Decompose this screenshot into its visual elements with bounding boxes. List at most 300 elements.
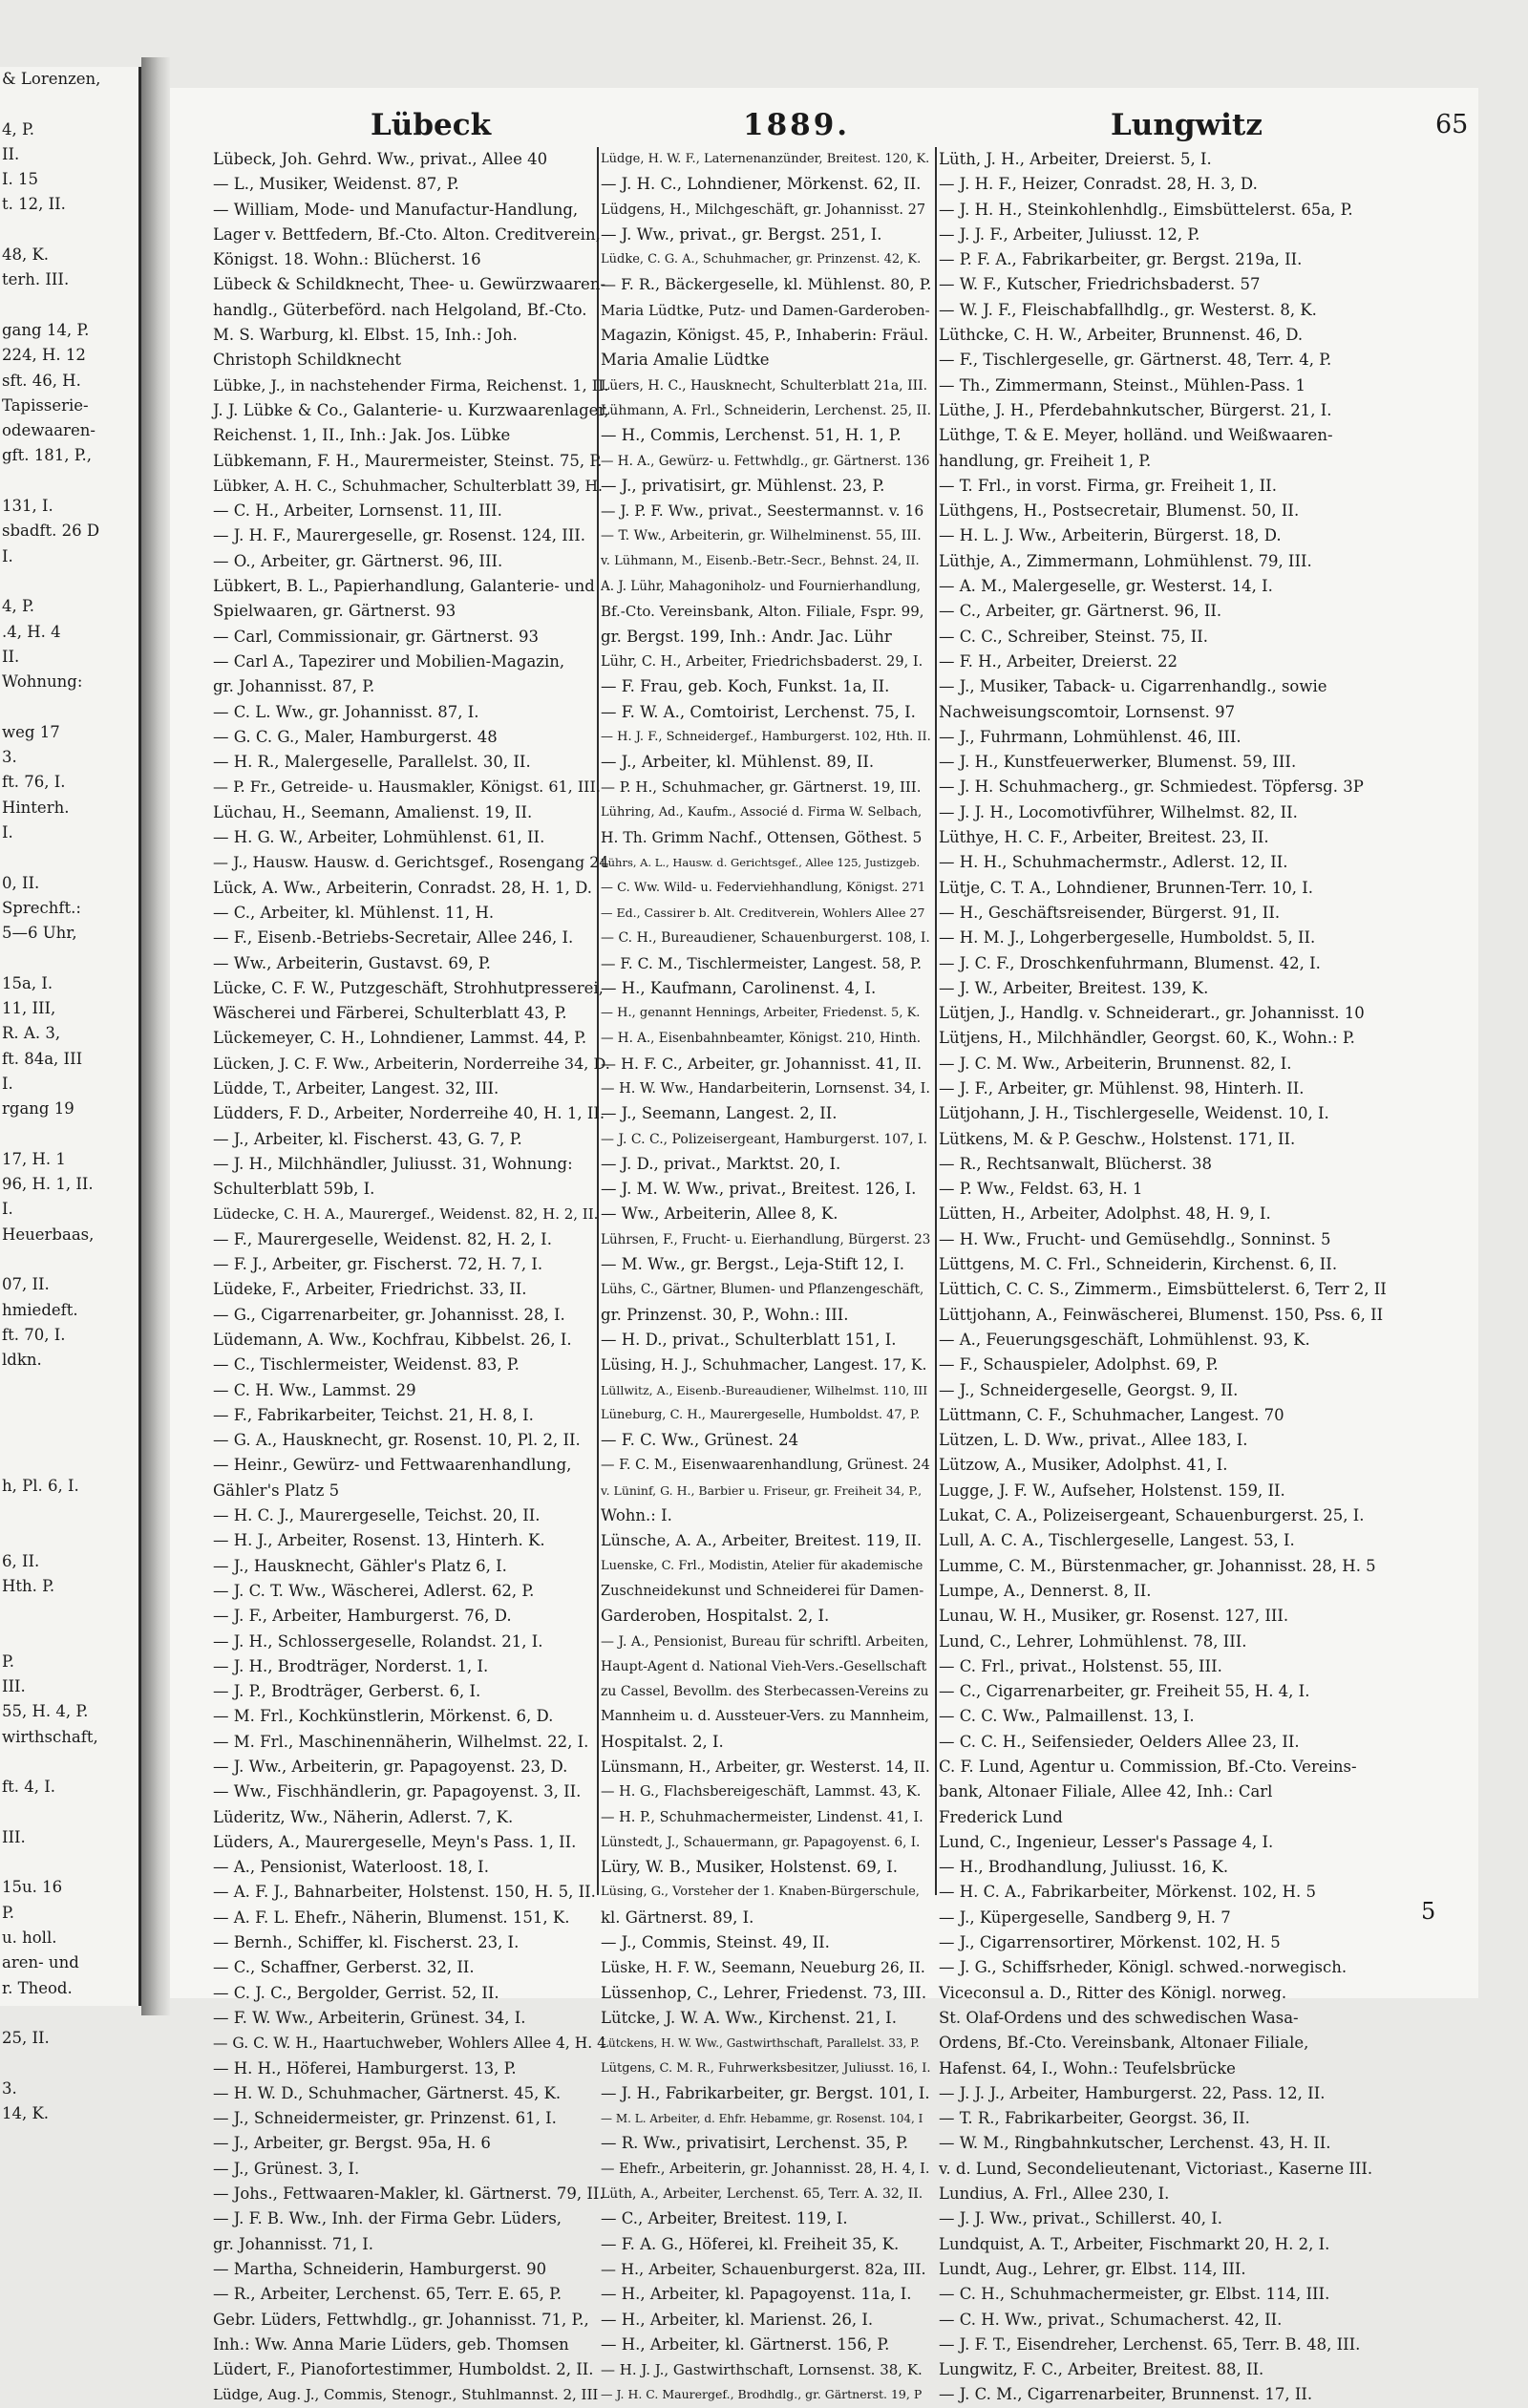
directory-entry: — Martha, Schneiderin, Hamburgerst. 90 — [213, 2259, 547, 2278]
directory-entry: Lücken, J. C. F. Ww., Arbeiterin, Norderreihe 34, D. — [213, 1054, 610, 1073]
directory-entry: Lüdert, F., Pianofortestimmer, Humboldst. 2, II. — [213, 2360, 594, 2379]
directory-entry: Lübeck & Schildknecht, Thee- u. Gewürzwaaren- — [213, 275, 606, 294]
directory-entry: — H., Commis, Lerchenst. 51, H. 1, P. — [601, 426, 902, 445]
directory-entry: Lünsche, A. A., Arbeiter, Breitest. 119, II. — [601, 1531, 923, 1550]
directory-entry: Lüdemann, A. Ww., Kochfrau, Kibbelst. 26, I. — [213, 1330, 572, 1349]
directory-entry: Lührsen, F., Frucht- u. Eierhandlung, Bürgerst. 23 — [601, 1231, 931, 1247]
previous-page-fragment: ft. 84a, III — [2, 1049, 83, 1068]
directory-entry: — J., Cigarrensortirer, Mörkenst. 102, H. 5 — [939, 1933, 1281, 1952]
directory-entry: Lüdke, C. G. A., Schuhmacher, gr. Prinzenst. 42, K. — [601, 252, 922, 267]
directory-entry: Nachweisungscomtoir, Lornsenst. 97 — [939, 702, 1236, 721]
directory-entry: — J. F., Arbeiter, gr. Mühlenst. 98, Hinterh. II. — [939, 1078, 1305, 1097]
previous-page-fragment: u. holl. — [2, 1928, 57, 1947]
directory-entry: Lüdders, F. D., Arbeiter, Norderreihe 40, H. 1, II. — [213, 1104, 605, 1123]
column-divider — [935, 147, 937, 1895]
directory-entry: Lütjens, H., Milchhändler, Georgst. 60, K., Wohn.: P. — [939, 1029, 1355, 1048]
directory-entry: — H. W. Ww., Handarbeiterin, Lornsenst. 34, I. — [601, 1080, 930, 1097]
directory-entry: M. S. Warburg, kl. Elbst. 15, Inh.: Joh. — [213, 326, 518, 345]
directory-entry: — J. H. F., Maurergeselle, gr. Rosenst. 124, III. — [213, 526, 586, 545]
directory-column-1 — [213, 147, 610, 2404]
directory-entry: — J., privatisirt, gr. Mühlenst. 23, P. — [601, 476, 885, 495]
directory-entry: — F. J., Arbeiter, gr. Fischerst. 72, H. 7, I. — [213, 1255, 543, 1274]
previous-page-fragment — [0, 293, 138, 318]
directory-entry: — F. W. A., Comtoirist, Lerchenst. 75, I. — [601, 702, 916, 721]
directory-entry: C. F. Lund, Agentur u. Commission, Bf.-Cto. Vereins- — [939, 1758, 1357, 1776]
directory-entry: — C., Arbeiter, Breitest. 119, I. — [601, 2209, 848, 2228]
directory-entry: Maria Amalie Lüdtke — [601, 351, 770, 370]
directory-entry: Lüders, A., Maurergeselle, Meyn's Pass. 1, II. — [213, 1832, 577, 1851]
directory-entry: St. Olaf-Ordens und des schwedischen Wasa- — [939, 2008, 1299, 2027]
directory-entry: Luenske, C. Frl., Modistin, Atelier für akademische — [601, 1558, 923, 1573]
directory-entry: Lüdgens, H., Milchgeschäft, gr. Johannisst. 27 — [601, 202, 926, 218]
directory-entry: Lüttich, C. C. S., Zimmerm., Eimsbüttelerst. 6, Terr 2, II — [939, 1280, 1387, 1299]
page-header — [170, 107, 1478, 145]
previous-page-fragment: .4, H. 4 — [2, 622, 61, 641]
directory-entry: — F., Eisenb.-Betriebs-Secretair, Allee 246, I. — [213, 928, 574, 948]
directory-entry: — M. Frl., Maschinennäherin, Wilhelmst. 22, I. — [213, 1732, 589, 1751]
directory-entry: — J. C. C., Polizeisergeant, Hamburgerst. 107, I. — [601, 1131, 927, 1147]
directory-entry: — H., genannt Hennings, Arbeiter, Friedenst. 5, K. — [601, 1006, 921, 1021]
directory-entry: — H. G., Flachsbereigeschäft, Lammst. 43, K. — [601, 1784, 922, 1801]
previous-page-fragment: Wohnung: — [2, 672, 83, 692]
signature-mark: 5 — [1421, 1898, 1436, 1925]
directory-entry: — J. J. Ww., privat., Schillerst. 40, I. — [939, 2209, 1222, 2228]
previous-page-fragment: ft. 4, I. — [2, 1778, 55, 1797]
directory-entry: — T. Ww., Arbeiterin, gr. Wilhelminenst. 55, III. — [601, 528, 922, 544]
directory-entry: — J. H., Milchhändler, Juliusst. 31, Wohnung: — [213, 1154, 573, 1173]
previous-page-fragment: 48, K. — [2, 245, 50, 265]
directory-entry: — R. Ww., privatisirt, Lerchenst. 35, P. — [601, 2134, 909, 2153]
directory-entry: — C. H., Schuhmachermeister, gr. Elbst. 114, III. — [939, 2285, 1330, 2304]
directory-entry: — J. H., Fabrikarbeiter, gr. Bergst. 101, I. — [601, 2083, 930, 2102]
directory-entry: — C. H. Ww., Lammst. 29 — [213, 1380, 416, 1399]
directory-entry: — Th., Zimmermann, Steinst., Mühlen-Pass. 1 — [939, 375, 1305, 394]
directory-entry: Lützen, L. D. Ww., privat., Allee 183, I. — [939, 1431, 1248, 1450]
previous-page-fragment: h, Pl. 6, I. — [2, 1476, 79, 1495]
previous-page-fragment: weg 17 — [2, 722, 60, 741]
directory-entry: — W. F., Kutscher, Friedrichsbaderst. 57 — [939, 275, 1261, 294]
directory-entry: Lühs, C., Gärtner, Blumen- und Pflanzengeschäft, — [601, 1282, 924, 1298]
directory-entry: Lünstedt, J., Schauermann, gr. Papagoyenst. 6, I. — [601, 1834, 921, 1850]
previous-page-fragment: 15a, I. — [2, 973, 53, 992]
previous-page-fragment — [0, 1423, 138, 1448]
directory-entry: — H. A., Eisenbahnbeamter, Königst. 210, Hinth. — [601, 1031, 922, 1047]
directory-entry: — J., Fuhrmann, Lohmühlenst. 46, III. — [939, 727, 1242, 746]
directory-entry: — P. H., Schuhmacher, gr. Gärtnerst. 19, III. — [601, 778, 922, 797]
directory-entry: Lütten, H., Arbeiter, Adolphst. 48, H. 9, I. — [939, 1204, 1271, 1224]
header-first-entry: Lübeck — [371, 108, 492, 142]
previous-page-fragment: 5—6 Uhr, — [2, 924, 77, 943]
directory-entry: — J., Hausw. Hausw. d. Gerichtsgef., Rosengang 24 — [213, 853, 609, 872]
directory-entry: — Carl A., Tapezirer und Mobilien-Magazin, — [213, 651, 565, 671]
directory-entry: Lütkens, M. & P. Geschw., Holstenst. 171, II. — [939, 1129, 1296, 1148]
directory-entry: Lücke, C. F. W., Putzgeschäft, Strohhutpresserei, — [213, 978, 604, 997]
directory-entry: Reichenst. 1, II., Inh.: Jak. Jos. Lübke — [213, 426, 511, 445]
directory-entry: — R., Rechtsanwalt, Blücherst. 38 — [939, 1154, 1213, 1173]
directory-entry: — H., Brodhandlung, Juliusst. 16, K. — [939, 1858, 1229, 1877]
directory-entry: Lüske, H. F. W., Seemann, Neueburg 26, II. — [601, 1959, 925, 1977]
directory-entry: — C. J. C., Bergolder, Gerrist. 52, II. — [213, 1983, 499, 2002]
directory-entry: — C., Arbeiter, gr. Gärtnerst. 96, II. — [939, 602, 1222, 621]
directory-entry: Lührs, A. L., Hausw. d. Gerichtsgef., Allee 125, Justizgeb. — [601, 856, 921, 870]
directory-entry: — J. Ww., privat., gr. Bergst. 251, I. — [601, 224, 882, 244]
directory-entry: handlg., Güterbeförd. nach Helgoland, Bf.-Cto. — [213, 300, 587, 319]
directory-entry: — Ww., Arbeiterin, Allee 8, K. — [601, 1204, 838, 1224]
directory-entry: — C. L. Ww., gr. Johannisst. 87, I. — [213, 702, 479, 721]
previous-page-fragment: 17, H. 1 — [2, 1149, 66, 1168]
previous-page-fragment — [0, 1800, 138, 1824]
directory-entry: — W. J. F., Fleischabfallhdlg., gr. Westerst. 8, K. — [939, 300, 1317, 319]
directory-entry: — J. A., Pensionist, Bureau für schriftl. Arbeiten, — [601, 1633, 929, 1650]
directory-entry: — J. H. H., Steinkohlenhdlg., Eimsbüttelerst. 65a, P. — [939, 200, 1353, 219]
directory-entry: Lundquist, A. T., Arbeiter, Fischmarkt 20, H. 2, I. — [939, 2234, 1330, 2253]
directory-entry: Hafenst. 64, I., Wohn.: Teufelsbrücke — [939, 2058, 1236, 2078]
directory-entry: Lützow, A., Musiker, Adolphst. 41, I. — [939, 1456, 1228, 1475]
directory-entry: — H., Arbeiter, kl. Papagoyenst. 11a, I. — [601, 2285, 912, 2304]
directory-entry: Lüth, A., Arbeiter, Lerchenst. 65, Terr. A. 32, II. — [601, 2186, 923, 2203]
directory-entry: Lüthge, T. & E. Meyer, holländ. und Weißwaaren- — [939, 426, 1333, 445]
directory-entry: Lumpe, A., Dennerst. 8, II. — [939, 1581, 1152, 1600]
previous-page-fragment: I. 15 — [2, 170, 39, 189]
directory-entry: — J. H., Kunstfeuerwerker, Blumenst. 59, III. — [939, 753, 1297, 772]
directory-entry: — J. W., Arbeiter, Breitest. 139, K. — [939, 978, 1209, 997]
directory-entry: Lüry, W. B., Musiker, Holstenst. 69, I. — [601, 1858, 899, 1877]
previous-page-fragment: III. — [2, 1827, 26, 1846]
directory-entry: Lütcke, J. W. A. Ww., Kirchenst. 21, I. — [601, 2008, 897, 2027]
directory-entry: Wohn.: I. — [601, 1506, 672, 1525]
previous-page-fragment — [0, 469, 138, 494]
previous-page-fragment — [0, 1398, 138, 1423]
directory-entry: Zuschneidekunst und Schneiderei für Damen- — [601, 1583, 924, 1599]
directory-entry: Lütgens, C. M. R., Fuhrwerksbesitzer, Juliusst. 16, I. — [601, 2060, 931, 2076]
previous-page-fragment — [0, 92, 138, 117]
directory-entry: — C. C. Ww., Palmaillenst. 13, I. — [939, 1707, 1195, 1726]
previous-page-fragment: 6, II. — [2, 1551, 40, 1570]
directory-entry: — O., Arbeiter, gr. Gärtnerst. 96, III. — [213, 551, 503, 570]
directory-entry: Haupt-Agent d. National Vieh-Vers.-Gesellschaft — [601, 1658, 927, 1674]
directory-entry: Lüsing, H. J., Schuhmacher, Langest. 17, K. — [601, 1356, 927, 1374]
previous-page-fragment — [0, 1599, 138, 1624]
directory-entry: — H. L. J. Ww., Arbeiterin, Bürgerst. 18, D. — [939, 526, 1282, 545]
directory-entry: — J. D., privat., Marktst. 20, I. — [601, 1154, 841, 1173]
directory-entry: — J., Grünest. 3, I. — [213, 2159, 360, 2178]
directory-entry: Lünsmann, H., Arbeiter, gr. Westerst. 14, II. — [601, 1758, 930, 1776]
directory-entry: Lull, A. C. A., Tischlergeselle, Langest. 53, I. — [939, 1531, 1295, 1550]
previous-page-fragment: 3. — [2, 748, 17, 767]
directory-entry: Magazin, Königst. 45, P., Inhaberin: Fräul. — [601, 326, 929, 345]
directory-entry: Lütckens, H. W. Ww., Gastwirthschaft, Parallelst. 33, P. — [601, 2036, 920, 2051]
previous-page-fragment: 3. — [2, 2078, 17, 2098]
directory-entry: Lüdeke, F., Arbeiter, Friedrichst. 33, II. — [213, 1280, 527, 1299]
directory-entry: Lütjen, J., Handlg. v. Schneiderart., gr. Johannisst. 10 — [939, 1004, 1365, 1023]
previous-page-fragment: I. — [2, 1074, 13, 1093]
previous-page-fragment: 25, II. — [2, 2029, 50, 2048]
previous-page-fragment: R. A. 3, — [2, 1024, 61, 1043]
directory-entry: — F. H., Arbeiter, Dreierst. 22 — [939, 651, 1178, 671]
previous-page-fragment: r. Theod. — [2, 1978, 73, 1997]
directory-entry: Lukat, C. A., Polizeisergeant, Schauenburgerst. 25, I. — [939, 1506, 1365, 1525]
directory-entry: — J., Arbeiter, gr. Bergst. 95a, H. 6 — [213, 2134, 491, 2153]
directory-entry: — J. H. C. Maurergef., Brodhdlg., gr. Gärtnerst. 19, P — [601, 2387, 923, 2402]
directory-entry: — J., Hausknecht, Gähler's Platz 6, I. — [213, 1556, 507, 1575]
previous-page-fragment — [0, 1624, 138, 1649]
directory-entry: — C. H., Arbeiter, Lornsenst. 11, III. — [213, 501, 502, 521]
directory-entry: Ordens, Bf.-Cto. Vereinsbank, Altonaer Filiale, — [939, 2034, 1309, 2053]
directory-entry: — M. Ww., gr. Bergst., Leja-Stift 12, I. — [601, 1255, 904, 1274]
previous-page-fragment: 131, I. — [2, 497, 53, 516]
directory-entry: Gebr. Lüders, Fettwhdlg., gr. Johannisst. 71, P., — [213, 2310, 589, 2329]
previous-page-fragment: Sprechft.: — [2, 898, 81, 917]
previous-page-fragment: Hinterh. — [2, 798, 70, 817]
directory-entry: Hospitalst. 2, I. — [601, 1732, 724, 1751]
previous-page-fragment — [0, 694, 138, 719]
previous-page-fragment: I. — [2, 546, 13, 565]
directory-entry: Lüdge, H. W. F., Laternenanzünder, Breitest. 120, K. — [601, 152, 930, 166]
previous-page-fragment: sbadft. 26 D — [2, 522, 100, 541]
directory-entry: — F. A. G., Höferei, kl. Freiheit 35, K. — [601, 2234, 900, 2253]
directory-entry: — J., Musiker, Taback- u. Cigarrenhandlg., sowie — [939, 677, 1327, 696]
directory-entry: — H. A., Gewürz- u. Fettwhdlg., gr. Gärtnerst. 136 — [601, 453, 930, 469]
directory-entry: — F. W. Ww., Arbeiterin, Grünest. 34, I. — [213, 2008, 526, 2027]
previous-page-fragment: Hth. P. — [2, 1576, 55, 1595]
directory-entry: Lugge, J. F. W., Aufseher, Holstenst. 159, II. — [939, 1481, 1285, 1500]
directory-entry: Lüsing, G., Vorsteher der 1. Knaben-Bürgerschule, — [601, 1885, 920, 1900]
previous-page-fragment: hmiedeft. — [2, 1300, 78, 1319]
directory-entry: — J. C. M., Cigarrenarbeiter, Brunnenst. 17, II. — [939, 2385, 1313, 2404]
directory-entry: — J. H., Brodträger, Norderst. 1, I. — [213, 1656, 489, 1675]
directory-entry: — H. C. J., Maurergeselle, Teichst. 20, II. — [213, 1506, 541, 1525]
previous-page-fragment: odewaaren- — [2, 421, 96, 440]
directory-entry: — J. G., Schiffsrheder, Königl. schwed.-norwegisch. — [939, 1958, 1348, 1977]
directory-entry: — J. F., Arbeiter, Hamburgerst. 76, D. — [213, 1607, 512, 1626]
directory-entry: — C., Arbeiter, kl. Mühlenst. 11, H. — [213, 903, 495, 922]
directory-entry: Viceconsul a. D., Ritter des Königl. norweg. — [939, 1983, 1287, 2002]
directory-entry: — C. H. Ww., privat., Schumacherst. 42, II. — [939, 2310, 1283, 2329]
directory-entry: — Bernh., Schiffer, kl. Fischerst. 23, I. — [213, 1933, 520, 1952]
directory-entry: Maria Lüdtke, Putz- und Damen-Garderoben- — [601, 301, 930, 319]
directory-entry: — J., Seemann, Langest. 2, II. — [601, 1104, 838, 1123]
directory-entry: gr. Prinzenst. 30, P., Wohn.: III. — [601, 1305, 849, 1324]
directory-entry: Lundt, Aug., Lehrer, gr. Elbst. 114, III. — [939, 2259, 1246, 2278]
directory-entry: — Johs., Fettwaaren-Makler, kl. Gärtnerst. 79, II. — [213, 2184, 605, 2204]
directory-entry: Lungwitz, F. C., Arbeiter, Breitest. 88, II. — [939, 2360, 1264, 2379]
previous-page-fragment: 96, H. 1, II. — [2, 1175, 94, 1194]
directory-entry: — J. F. B. Ww., Inh. der Firma Gebr. Lüders, — [213, 2209, 562, 2228]
directory-entry: Lüneburg, C. H., Maurergeselle, Humboldst. 47, P. — [601, 1407, 921, 1422]
directory-entry: — F., Schauspieler, Adolphst. 69, P. — [939, 1355, 1219, 1374]
previous-page-fragment — [0, 1373, 138, 1397]
directory-entry: — P. Fr., Getreide- u. Hausmakler, Königst. 61, III. — [213, 778, 601, 797]
previous-page-fragment: I. — [2, 1200, 13, 1219]
directory-entry: — J., Arbeiter, kl. Mühlenst. 89, II. — [601, 753, 875, 772]
directory-entry: Lübeck, Joh. Gehrd. Ww., privat., Allee 40 — [213, 150, 548, 168]
directory-entry: Wäscherei und Färberei, Schulterblatt 43, P. — [213, 1004, 567, 1023]
directory-entry: — P. Ww., Feldst. 63, H. 1 — [939, 1180, 1143, 1199]
directory-entry: gr. Bergst. 199, Inh.: Andr. Jac. Lühr — [601, 627, 892, 646]
directory-entry: — H. J., Arbeiter, Rosenst. 13, Hinterh. K. — [213, 1531, 545, 1550]
directory-entry: — Heinr., Gewürz- und Fettwaarenhandlung, — [213, 1456, 572, 1475]
directory-entry: — L., Musiker, Weidenst. 87, P. — [213, 175, 459, 194]
previous-page-fragment: 15u. 16 — [2, 1878, 63, 1897]
directory-entry: — William, Mode- und Manufactur-Handlung, — [213, 200, 579, 219]
previous-page-fragment: 0, II. — [2, 873, 40, 892]
directory-entry: — Ww., Arbeiterin, Gustavst. 69, P. — [213, 953, 491, 972]
directory-entry: Lüderitz, Ww., Näherin, Adlerst. 7, K. — [213, 1807, 514, 1826]
directory-entry: Lundius, A. Frl., Allee 230, I. — [939, 2184, 1170, 2204]
directory-entry: — J. M. W. Ww., privat., Breitest. 126, I. — [601, 1180, 917, 1199]
directory-entry: — J., Schneidergeselle, Georgst. 9, II. — [939, 1380, 1239, 1399]
previous-page-fragment: ft. 76, I. — [2, 773, 66, 792]
directory-entry: — J. H. C., Lohndiener, Mörkenst. 62, II. — [601, 175, 922, 194]
directory-entry: — J., Küpergeselle, Sandberg 9, H. 7 — [939, 1907, 1231, 1927]
directory-entry: — G. C. G., Maler, Hamburgerst. 48 — [213, 727, 498, 746]
directory-entry: Mannheim u. d. Aussteuer-Vers. zu Mannheim, — [601, 1709, 929, 1725]
directory-entry: Lüthcke, C. H. W., Arbeiter, Brunnenst. 46, D. — [939, 326, 1304, 345]
previous-page-fragment — [0, 569, 138, 594]
directory-column-3 — [939, 147, 1469, 2404]
header-year: 1889. — [743, 108, 851, 142]
directory-entry: — T. R., Fabrikarbeiter, Georgst. 36, II. — [939, 2109, 1250, 2128]
directory-entry: — J. C. M. Ww., Arbeiterin, Brunnenst. 82, I. — [939, 1054, 1292, 1073]
directory-entry: Lütjohann, J. H., Tischlergeselle, Weidenst. 10, I. — [939, 1104, 1329, 1123]
previous-page-fragment — [0, 1524, 138, 1548]
book-gutter — [141, 57, 170, 2015]
directory-entry: — A. M., Malergeselle, gr. Westerst. 14, I. — [939, 577, 1273, 596]
directory-entry: Lübker, A. H. C., Schuhmacher, Schulterblatt 39, H. — [213, 477, 603, 495]
directory-entry: — H. D., privat., Schulterblatt 151, I. — [601, 1330, 897, 1349]
previous-page-fragment — [0, 1247, 138, 1272]
directory-entry: Gähler's Platz 5 — [213, 1481, 340, 1500]
directory-entry: Lüttjohann, A., Feinwäscherei, Blumenst. 150, Pss. 6, II — [939, 1305, 1384, 1324]
directory-entry: — H. J. F., Schneidergef., Hamburgerst. 102, Hth. II. — [601, 729, 931, 744]
previous-page-fragment — [0, 1499, 138, 1524]
directory-entry: — W. M., Ringbahnkutscher, Lerchenst. 43, H. II. — [939, 2134, 1331, 2153]
previous-page-fragment — [0, 218, 138, 243]
directory-entry: — F. C. Ww., Grünest. 24 — [601, 1431, 799, 1450]
directory-entry: — M. Frl., Kochkünstlerin, Mörkenst. 6, D. — [213, 1707, 554, 1726]
directory-entry: — J. H., Schlossergeselle, Rolandst. 21, I. — [213, 1631, 543, 1651]
previous-page-fragment: wirthschaft, — [2, 1727, 98, 1746]
directory-entry: — P. F. A., Fabrikarbeiter, gr. Bergst. 219a, II. — [939, 250, 1303, 269]
directory-entry: Frederick Lund — [939, 1807, 1063, 1826]
directory-entry: — J. H. F., Heizer, Conradst. 28, H. 3, D. — [939, 175, 1258, 194]
directory-entry: — H. R., Malergeselle, Parallelst. 30, II. — [213, 753, 531, 772]
previous-page-fragment: P. — [2, 1652, 15, 1671]
directory-entry: — H. J. J., Gastwirthschaft, Lornsenst. 38, K. — [601, 2361, 923, 2379]
directory-entry: — C. C. H., Seifensieder, Oelders Allee 23, II. — [939, 1732, 1300, 1751]
directory-column-2 — [601, 147, 932, 2402]
directory-entry: zu Cassel, Bevollm. des Sterbecassen-Vereins zu — [601, 1684, 929, 1700]
directory-entry: Lübke, J., in nachstehender Firma, Reichenst. 1, II. — [213, 375, 609, 394]
directory-entry: Schulterblatt 59b, I. — [213, 1180, 375, 1199]
directory-entry: Lüdge, Aug. J., Commis, Stenogr., Stuhlmannst. 2, III — [213, 2386, 599, 2404]
previous-page-fragment: II. — [2, 144, 20, 163]
previous-page-fragment: ft. 70, I. — [2, 1325, 66, 1344]
directory-entry: v. Lühmann, M., Eisenb.-Betr.-Secr., Behnst. 24, II. — [601, 553, 920, 568]
previous-page-fragment: t. 12, II. — [2, 195, 66, 214]
previous-page-fragment: I. — [2, 822, 13, 842]
directory-entry: v. Lüninf, G. H., Barbier u. Friseur, gr. Freiheit 34, P., — [601, 1482, 923, 1498]
directory-entry: — F. C. M., Tischlermeister, Langest. 58, P. — [601, 954, 923, 972]
previous-page-fragment — [0, 1121, 138, 1146]
previous-page-fragment: II. — [2, 647, 20, 666]
previous-page-fragment: sft. 46, H. — [2, 371, 81, 390]
directory-entry: — H. C. A., Fabrikarbeiter, Mörkenst. 102, H. 5 — [939, 1883, 1317, 1902]
previous-page-fragment — [0, 1448, 138, 1473]
directory-entry: Lühring, Ad., Kaufm., Associé d. Firma W. Selbach, — [601, 804, 923, 820]
directory-entry: Lütje, C. T. A., Lohndiener, Brunnen-Terr. 10, I. — [939, 878, 1313, 897]
directory-entry: Lübkemann, F. H., Maurermeister, Steinst. 75, P. — [213, 451, 603, 470]
directory-entry: — J. C. T. Ww., Wäscherei, Adlerst. 62, P. — [213, 1581, 535, 1600]
previous-page-fragment: Heuerbaas, — [2, 1225, 95, 1244]
directory-entry: — H. Ww., Frucht- und Gemüsehdlg., Sonninst. 5 — [939, 1229, 1331, 1248]
directory-entry: — Ed., Cassirer b. Alt. Creditverein, Wohlers Allee 27 — [601, 905, 925, 920]
directory-entry: Lüth, J. H., Arbeiter, Dreierst. 5, I. — [939, 150, 1212, 168]
directory-entry: — A. F. L. Ehefr., Näherin, Blumenst. 151, K. — [213, 1907, 570, 1927]
directory-entry: — H. P., Schuhmachermeister, Lindenst. 41, I. — [601, 1809, 923, 1825]
previous-page-fragment — [0, 2001, 138, 2026]
directory-entry: — H. F. C., Arbeiter, gr. Johannisst. 41, II. — [601, 1054, 923, 1073]
directory-entry: — M. L. Arbeiter, d. Ehfr. Hebamme, gr. Rosenst. 104, I — [601, 2112, 923, 2126]
previous-page-strip — [0, 67, 141, 2123]
directory-entry: — H., Kaufmann, Carolinenst. 4, I. — [601, 978, 877, 997]
directory-entry: — F., Fabrikarbeiter, Teichst. 21, H. 8, I. — [213, 1405, 534, 1424]
previous-page-fragment: gft. 181, P., — [2, 446, 93, 465]
directory-entry: — A. F. J., Bahnarbeiter, Holstenst. 150, H. 5, II. — [213, 1883, 596, 1902]
previous-page-fragment: Tapisserie- — [2, 395, 89, 415]
directory-entry: — C. Frl., privat., Holstenst. 55, III. — [939, 1656, 1222, 1675]
directory-entry: Inh.: Ww. Anna Marie Lüders, geb. Thomsen — [213, 2334, 569, 2354]
directory-entry: — Carl, Commissionair, gr. Gärtnerst. 93 — [213, 627, 539, 646]
directory-entry: J. J. Lübke & Co., Galanterie- u. Kurzwaarenlager, — [213, 400, 609, 419]
directory-entry: — H., Arbeiter, kl. Gärtnerst. 156, P. — [601, 2334, 890, 2354]
directory-entry: — H., Arbeiter, kl. Marienst. 26, I. — [601, 2310, 874, 2329]
directory-page — [170, 88, 1478, 2404]
directory-entry: Garderoben, Hospitalst. 2, I. — [601, 1607, 830, 1626]
directory-entry: Lüdecke, C. H. A., Maurergef., Weidenst. 82, H. 2, II. — [213, 1205, 599, 1224]
previous-page-fragment: rgang 19 — [2, 1099, 74, 1119]
directory-entry: Lück, A. Ww., Arbeiterin, Conradst. 28, H. 1, D. — [213, 878, 592, 897]
previous-page-fragment: 224, H. 12 — [2, 346, 86, 365]
directory-entry: — C. Ww. Wild- u. Federviehhandlung, Königst. 271 — [601, 880, 926, 895]
directory-entry: — H. M. J., Lohgerbergeselle, Humboldst. 5, II. — [939, 928, 1316, 948]
previous-page-fragment: III. — [2, 1677, 26, 1695]
previous-page-fragment — [0, 1850, 138, 1875]
directory-entry: Lüchau, H., Seemann, Amalienst. 19, II. — [213, 802, 533, 821]
previous-page-fragment: aren- und — [2, 1953, 79, 1972]
directory-entry: Lückemeyer, C. H., Lohndiener, Lammst. 44, P. — [213, 1029, 587, 1048]
directory-entry: — Ehefr., Arbeiterin, gr. Johannisst. 28, H. 4, I. — [601, 2161, 930, 2177]
previous-page-fragment: 14, K. — [2, 2104, 50, 2123]
directory-entry: Lunau, W. H., Musiker, gr. Rosenst. 127, III. — [939, 1607, 1289, 1626]
directory-entry: — C. H., Bureaudiener, Schauenburgerst. 108, I. — [601, 930, 930, 947]
directory-entry: — T. Frl., in vorst. Firma, gr. Freiheit 1, II. — [939, 476, 1277, 495]
directory-entry: — H. H., Höferei, Hamburgerst. 13, P. — [213, 2058, 517, 2078]
directory-entry: — R., Arbeiter, Lerchenst. 65, Terr. E. 65, P. — [213, 2285, 562, 2304]
previous-page-fragment: & Lorenzen, — [2, 70, 101, 88]
directory-entry: — H. W. D., Schuhmacher, Gärtnerst. 45, K. — [213, 2083, 562, 2102]
directory-entry: — C., Cigarrenarbeiter, gr. Freiheit 55, H. 4, I. — [939, 1682, 1310, 1701]
directory-entry: — F. R., Bäckergeselle, kl. Mühlenst. 80, P. — [601, 275, 932, 294]
directory-entry: — F. Frau, geb. Koch, Funkst. 1a, II. — [601, 677, 890, 696]
directory-entry: — J. F. T., Eisendreher, Lerchenst. 65, Terr. B. 48, III. — [939, 2334, 1361, 2354]
directory-entry: — F., Maurergeselle, Weidenst. 82, H. 2, I. — [213, 1229, 552, 1248]
previous-page-fragment: 55, H. 4, P. — [2, 1702, 89, 1721]
directory-entry: Lüssenhop, C., Lehrer, Friedenst. 73, III. — [601, 1983, 927, 2002]
directory-entry: handlung, gr. Freiheit 1, P. — [939, 451, 1152, 470]
directory-entry: — G. C. W. H., Haartuchweber, Wohlers Allee 4, H. 4 — [213, 2035, 606, 2053]
directory-entry: — J., Commis, Steinst. 49, II. — [601, 1933, 830, 1952]
